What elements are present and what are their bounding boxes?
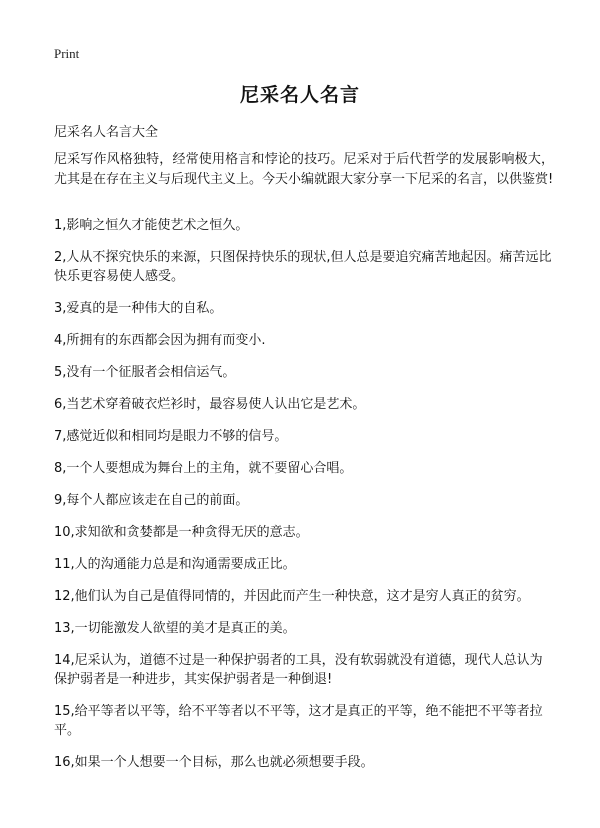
print-link[interactable]: Print	[54, 46, 80, 61]
quote-item: 14,尼采认为，道德不过是一种保护弱者的工具，没有软弱就没有道德，现代人总认为保护弱者是一种进步，其实保护弱者是一种倒退!	[54, 653, 543, 687]
quote-item: 3,爱真的是一种伟大的自私。	[54, 301, 223, 316]
intro-paragraph: 尼采写作风格独特，经常使用格言和悖论的技巧。尼采对于后代哲学的发展影响极大，尤其是在存在主义与后现代主义上。今天小编就跟大家分享一下尼采的名言，以供鉴赏!	[54, 152, 554, 187]
page-title: 尼采名人名言	[239, 84, 360, 106]
quote-item: 13,一切能激发人欲望的美才是真正的美。	[54, 621, 296, 636]
quote-item: 4,所拥有的东西都会因为拥有而变小.	[54, 333, 266, 348]
quote-item: 2,人从不探究快乐的来源，只图保持快乐的现状,但人总是要追究痛苦地起因。痛苦远比快乐更容易使人感受。	[54, 250, 552, 284]
page-subtitle: 尼采名人名言大全	[54, 125, 159, 140]
quote-item: 8,一个人要想成为舞台上的主角，就不要留心合唱。	[54, 461, 353, 476]
quote-item: 5,没有一个征服者会相信运气。	[54, 365, 236, 380]
quote-item: 16,如果一个人想要一个目标，那么也就必须想要手段。	[54, 755, 374, 770]
quote-item: 10,求知欲和贪婪都是一种贪得无厌的意志。	[54, 525, 309, 540]
quote-item: 7,感觉近似和相同均是眼力不够的信号。	[54, 429, 288, 444]
quote-item: 15,给平等者以平等，给不平等者以不平等，这才是真正的平等，绝不能把不平等者拉平。	[54, 704, 543, 738]
quote-item: 11,人的沟通能力总是和沟通需要成正比。	[54, 557, 296, 572]
quote-list	[54, 216, 554, 785]
quote-item: 1,影响之恒久才能使艺术之恒久。	[54, 218, 249, 233]
quote-item: 12,他们认为自己是值得同情的，并因此而产生一种快意，这才是穷人真正的贫穷。	[54, 589, 530, 604]
quote-item: 6,当艺术穿着破衣烂衫时，最容易使人认出它是艺术。	[54, 397, 366, 412]
quote-item: 9,每个人都应该走在自己的前面。	[54, 493, 249, 508]
